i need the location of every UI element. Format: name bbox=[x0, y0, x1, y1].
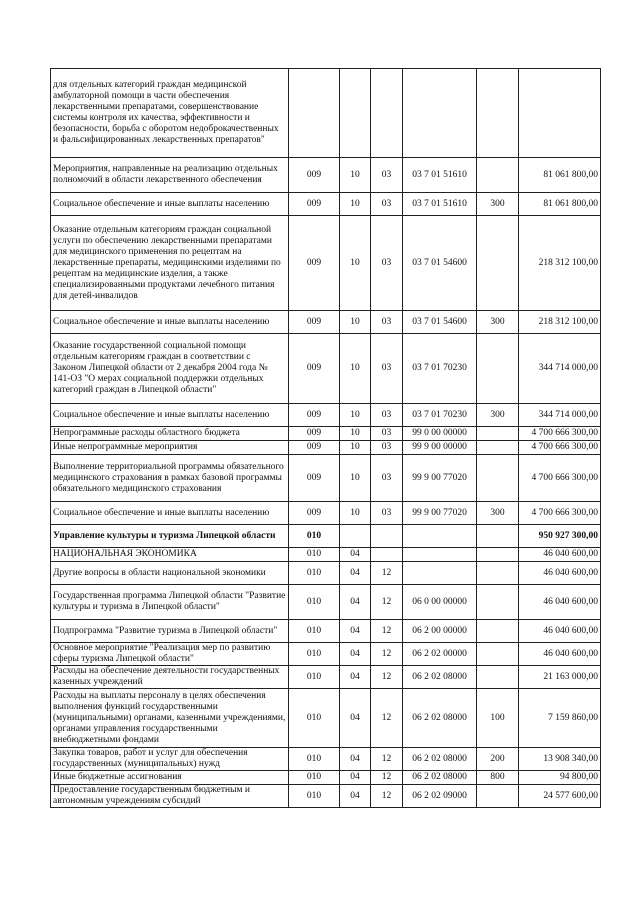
table-row bbox=[51, 404, 601, 427]
section-code-cell: 04 bbox=[340, 771, 371, 785]
subsection-code-cell: 12 bbox=[371, 620, 403, 643]
target-article-code-cell: 99 9 00 00000 bbox=[403, 441, 477, 455]
expense-type-code-cell bbox=[477, 585, 519, 620]
table-row bbox=[51, 193, 601, 216]
target-article-code-cell: 06 2 00 00000 bbox=[403, 620, 477, 643]
table-row bbox=[51, 441, 601, 455]
subsection-code-cell: 12 bbox=[371, 689, 403, 748]
table-row bbox=[51, 427, 601, 441]
target-article-code-cell: 06 0 00 00000 bbox=[403, 585, 477, 620]
target-article-code-cell: 03 7 01 51610 bbox=[403, 158, 477, 193]
section-code-cell: 04 bbox=[340, 689, 371, 748]
table-row bbox=[51, 771, 601, 785]
budget-item-name-cell: Выполнение территориальной программы обязательного медицинского страхования в рамках базовой программы обязательного медицинского страхования bbox=[51, 455, 289, 502]
budget-item-name-cell: Оказание отдельным категориям граждан социальной услуги по обеспечению лекарственными препаратами для медицинского применения по рецептам на лекарственные препараты, медицинскими изделиями по рецептам на медицинские изделия, а также специализированными продуктами лечебного питания для детей-инвалидов bbox=[51, 216, 289, 311]
target-article-code-cell: 06 2 02 09000 bbox=[403, 785, 477, 808]
subsection-code-cell: 03 bbox=[371, 158, 403, 193]
section-code-cell: 10 bbox=[340, 334, 371, 404]
table-row bbox=[51, 689, 601, 748]
subsection-code-cell: 03 bbox=[371, 334, 403, 404]
section-code-cell: 10 bbox=[340, 502, 371, 525]
target-article-code-cell: 99 9 00 77020 bbox=[403, 455, 477, 502]
ministry-code-cell: 010 bbox=[289, 666, 340, 689]
ministry-code-cell: 009 bbox=[289, 193, 340, 216]
section-code-cell: 10 bbox=[340, 427, 371, 441]
ministry-code-cell: 010 bbox=[289, 689, 340, 748]
target-article-code-cell: 06 2 02 08000 bbox=[403, 748, 477, 771]
amount-cell: 46 040 600,00 bbox=[519, 643, 601, 666]
amount-cell: 4 700 666 300,00 bbox=[519, 441, 601, 455]
expense-type-code-cell: 800 bbox=[477, 771, 519, 785]
subsection-code-cell: 12 bbox=[371, 785, 403, 808]
table-row bbox=[51, 562, 601, 585]
target-article-code-cell: 99 0 00 00000 bbox=[403, 427, 477, 441]
amount-cell: 81 061 800,00 bbox=[519, 193, 601, 216]
ministry-code-cell: 010 bbox=[289, 562, 340, 585]
ministry-code-cell: 010 bbox=[289, 525, 340, 548]
amount-cell: 46 040 600,00 bbox=[519, 585, 601, 620]
subsection-code-cell: 12 bbox=[371, 562, 403, 585]
amount-cell bbox=[519, 69, 601, 158]
budget-item-name-cell: Расходы на выплаты персоналу в целях обеспечения выполнения функций государственными (муниципальными) органами, казенными учреждениями, органами управления государственными внебюджетными фондами bbox=[51, 689, 289, 748]
subsection-code-cell bbox=[371, 548, 403, 562]
expense-type-code-cell: 300 bbox=[477, 502, 519, 525]
amount-cell: 7 159 860,00 bbox=[519, 689, 601, 748]
ministry-code-cell: 009 bbox=[289, 334, 340, 404]
budget-item-name-cell: Другие вопросы в области национальной экономики bbox=[51, 562, 289, 585]
subsection-code-cell: 03 bbox=[371, 404, 403, 427]
target-article-code-cell: 03 7 01 70230 bbox=[403, 334, 477, 404]
ministry-code-cell: 010 bbox=[289, 748, 340, 771]
budget-item-name-cell: Предоставление государственным бюджетным и автономным учреждениям субсидий bbox=[51, 785, 289, 808]
table-row bbox=[51, 785, 601, 808]
section-code-cell: 10 bbox=[340, 193, 371, 216]
target-article-code-cell: 03 7 01 54600 bbox=[403, 216, 477, 311]
target-article-code-cell bbox=[403, 525, 477, 548]
ministry-code-cell: 010 bbox=[289, 643, 340, 666]
subsection-code-cell: 12 bbox=[371, 666, 403, 689]
section-code-cell: 10 bbox=[340, 404, 371, 427]
target-article-code-cell bbox=[403, 548, 477, 562]
ministry-code-cell: 009 bbox=[289, 158, 340, 193]
amount-cell: 24 577 600,00 bbox=[519, 785, 601, 808]
amount-cell: 4 700 666 300,00 bbox=[519, 502, 601, 525]
amount-cell: 344 714 000,00 bbox=[519, 334, 601, 404]
amount-cell: 950 927 300,00 bbox=[519, 525, 601, 548]
amount-cell: 4 700 666 300,00 bbox=[519, 455, 601, 502]
budget-item-name-cell: Государственная программа Липецкой области "Развитие культуры и туризма в Липецкой области" bbox=[51, 585, 289, 620]
section-code-cell: 04 bbox=[340, 562, 371, 585]
expense-type-code-cell: 200 bbox=[477, 748, 519, 771]
budget-item-name-cell: Непрограммные расходы областного бюджета bbox=[51, 427, 289, 441]
amount-cell: 13 908 340,00 bbox=[519, 748, 601, 771]
ministry-code-cell: 009 bbox=[289, 427, 340, 441]
expense-type-code-cell bbox=[477, 334, 519, 404]
expense-type-code-cell bbox=[477, 620, 519, 643]
expense-type-code-cell bbox=[477, 562, 519, 585]
expense-type-code-cell bbox=[477, 158, 519, 193]
subsection-code-cell: 03 bbox=[371, 441, 403, 455]
ministry-code-cell: 009 bbox=[289, 216, 340, 311]
section-code-cell: 10 bbox=[340, 455, 371, 502]
table-row bbox=[51, 334, 601, 404]
target-article-code-cell: 06 2 02 00000 bbox=[403, 643, 477, 666]
table-row bbox=[51, 748, 601, 771]
amount-cell: 218 312 100,00 bbox=[519, 216, 601, 311]
budget-item-name-cell: Иные непрограммные мероприятия bbox=[51, 441, 289, 455]
ministry-code-cell: 010 bbox=[289, 585, 340, 620]
budget-item-name-cell: Основное мероприятие "Реализация мер по развитию сферы туризма Липецкой области" bbox=[51, 643, 289, 666]
expense-type-code-cell bbox=[477, 525, 519, 548]
section-code-cell bbox=[340, 69, 371, 158]
target-article-code-cell bbox=[403, 562, 477, 585]
subsection-code-cell bbox=[371, 525, 403, 548]
amount-cell: 81 061 800,00 bbox=[519, 158, 601, 193]
ministry-code-cell: 010 bbox=[289, 785, 340, 808]
amount-cell: 218 312 100,00 bbox=[519, 311, 601, 334]
expense-type-code-cell bbox=[477, 643, 519, 666]
table-row bbox=[51, 311, 601, 334]
budget-item-name-cell: Подпрограмма "Развитие туризма в Липецкой области" bbox=[51, 620, 289, 643]
table-row bbox=[51, 666, 601, 689]
subsection-code-cell: 12 bbox=[371, 748, 403, 771]
budget-item-name-cell: Социальное обеспечение и иные выплаты населению bbox=[51, 404, 289, 427]
section-code-cell: 10 bbox=[340, 158, 371, 193]
subsection-code-cell: 03 bbox=[371, 193, 403, 216]
ministry-code-cell: 010 bbox=[289, 548, 340, 562]
expense-type-code-cell: 300 bbox=[477, 193, 519, 216]
ministry-code-cell: 009 bbox=[289, 502, 340, 525]
table-row bbox=[51, 69, 601, 158]
ministry-code-cell: 009 bbox=[289, 404, 340, 427]
section-code-cell: 04 bbox=[340, 548, 371, 562]
section-code-cell: 10 bbox=[340, 441, 371, 455]
section-code-cell: 04 bbox=[340, 643, 371, 666]
budget-item-name-cell: НАЦИОНАЛЬНАЯ ЭКОНОМИКА bbox=[51, 548, 289, 562]
ministry-code-cell: 010 bbox=[289, 620, 340, 643]
section-code-cell: 04 bbox=[340, 620, 371, 643]
budget-table bbox=[50, 68, 601, 808]
expense-type-code-cell bbox=[477, 69, 519, 158]
budget-table-body bbox=[51, 69, 601, 808]
amount-cell: 21 163 000,00 bbox=[519, 666, 601, 689]
expense-type-code-cell bbox=[477, 785, 519, 808]
table-row bbox=[51, 620, 601, 643]
subsection-code-cell: 12 bbox=[371, 643, 403, 666]
budget-item-name-cell: Закупка товаров, работ и услуг для обеспечения государственных (муниципальных) нужд bbox=[51, 748, 289, 771]
expense-type-code-cell: 300 bbox=[477, 404, 519, 427]
budget-item-name-cell: Управление культуры и туризма Липецкой области bbox=[51, 525, 289, 548]
expense-type-code-cell bbox=[477, 666, 519, 689]
table-row bbox=[51, 525, 601, 548]
section-code-cell bbox=[340, 525, 371, 548]
subsection-code-cell: 12 bbox=[371, 585, 403, 620]
section-code-cell: 04 bbox=[340, 585, 371, 620]
amount-cell: 46 040 600,00 bbox=[519, 548, 601, 562]
subsection-code-cell: 03 bbox=[371, 427, 403, 441]
table-row bbox=[51, 643, 601, 666]
section-code-cell: 10 bbox=[340, 216, 371, 311]
ministry-code-cell: 009 bbox=[289, 455, 340, 502]
ministry-code-cell bbox=[289, 69, 340, 158]
target-article-code-cell bbox=[403, 69, 477, 158]
section-code-cell: 10 bbox=[340, 311, 371, 334]
budget-item-name-cell: Социальное обеспечение и иные выплаты населению bbox=[51, 193, 289, 216]
budget-item-name-cell: Иные бюджетные ассигнования bbox=[51, 771, 289, 785]
target-article-code-cell: 06 2 02 08000 bbox=[403, 666, 477, 689]
budget-item-name-cell: Расходы на обеспечение деятельности государственных казенных учреждений bbox=[51, 666, 289, 689]
target-article-code-cell: 99 9 00 77020 bbox=[403, 502, 477, 525]
table-row bbox=[51, 216, 601, 311]
section-code-cell: 04 bbox=[340, 785, 371, 808]
expense-type-code-cell bbox=[477, 427, 519, 441]
ministry-code-cell: 009 bbox=[289, 311, 340, 334]
subsection-code-cell bbox=[371, 69, 403, 158]
section-code-cell: 04 bbox=[340, 666, 371, 689]
table-row bbox=[51, 585, 601, 620]
table-row bbox=[51, 158, 601, 193]
expense-type-code-cell bbox=[477, 548, 519, 562]
amount-cell: 4 700 666 300,00 bbox=[519, 427, 601, 441]
amount-cell: 46 040 600,00 bbox=[519, 620, 601, 643]
subsection-code-cell: 12 bbox=[371, 771, 403, 785]
subsection-code-cell: 03 bbox=[371, 216, 403, 311]
section-code-cell: 04 bbox=[340, 748, 371, 771]
target-article-code-cell: 03 7 01 70230 bbox=[403, 404, 477, 427]
budget-item-name-cell: для отдельных категорий граждан медицинской амбулаторной помощи в части обеспечения лекарственными препаратами, совершенствование системы контроля их качества, эффективности и безопасности, борьба с оборотом недоброкачественных и фальсифицированных лекарственных препаратов" bbox=[51, 69, 289, 158]
subsection-code-cell: 03 bbox=[371, 455, 403, 502]
expense-type-code-cell: 100 bbox=[477, 689, 519, 748]
amount-cell: 46 040 600,00 bbox=[519, 562, 601, 585]
target-article-code-cell: 06 2 02 08000 bbox=[403, 771, 477, 785]
target-article-code-cell: 03 7 01 54600 bbox=[403, 311, 477, 334]
expense-type-code-cell bbox=[477, 441, 519, 455]
subsection-code-cell: 03 bbox=[371, 502, 403, 525]
amount-cell: 344 714 000,00 bbox=[519, 404, 601, 427]
expense-type-code-cell bbox=[477, 216, 519, 311]
budget-item-name-cell: Мероприятия, направленные на реализацию отдельных полномочий в области лекарственного обеспечения bbox=[51, 158, 289, 193]
subsection-code-cell: 03 bbox=[371, 311, 403, 334]
amount-cell: 94 800,00 bbox=[519, 771, 601, 785]
ministry-code-cell: 009 bbox=[289, 441, 340, 455]
table-row bbox=[51, 455, 601, 502]
target-article-code-cell: 03 7 01 51610 bbox=[403, 193, 477, 216]
budget-item-name-cell: Социальное обеспечение и иные выплаты населению bbox=[51, 502, 289, 525]
budget-item-name-cell: Социальное обеспечение и иные выплаты населению bbox=[51, 311, 289, 334]
table-row bbox=[51, 502, 601, 525]
ministry-code-cell: 010 bbox=[289, 771, 340, 785]
budget-item-name-cell: Оказание государственной социальной помощи отдельным категориям граждан в соответствии с Законом Липецкой области от 2 декабря 2004 года № 141-ОЗ "О мерах социальной поддержки отдельных категорий граждан в Липецкой области" bbox=[51, 334, 289, 404]
table-row bbox=[51, 548, 601, 562]
expense-type-code-cell: 300 bbox=[477, 311, 519, 334]
expense-type-code-cell bbox=[477, 455, 519, 502]
target-article-code-cell: 06 2 02 08000 bbox=[403, 689, 477, 748]
